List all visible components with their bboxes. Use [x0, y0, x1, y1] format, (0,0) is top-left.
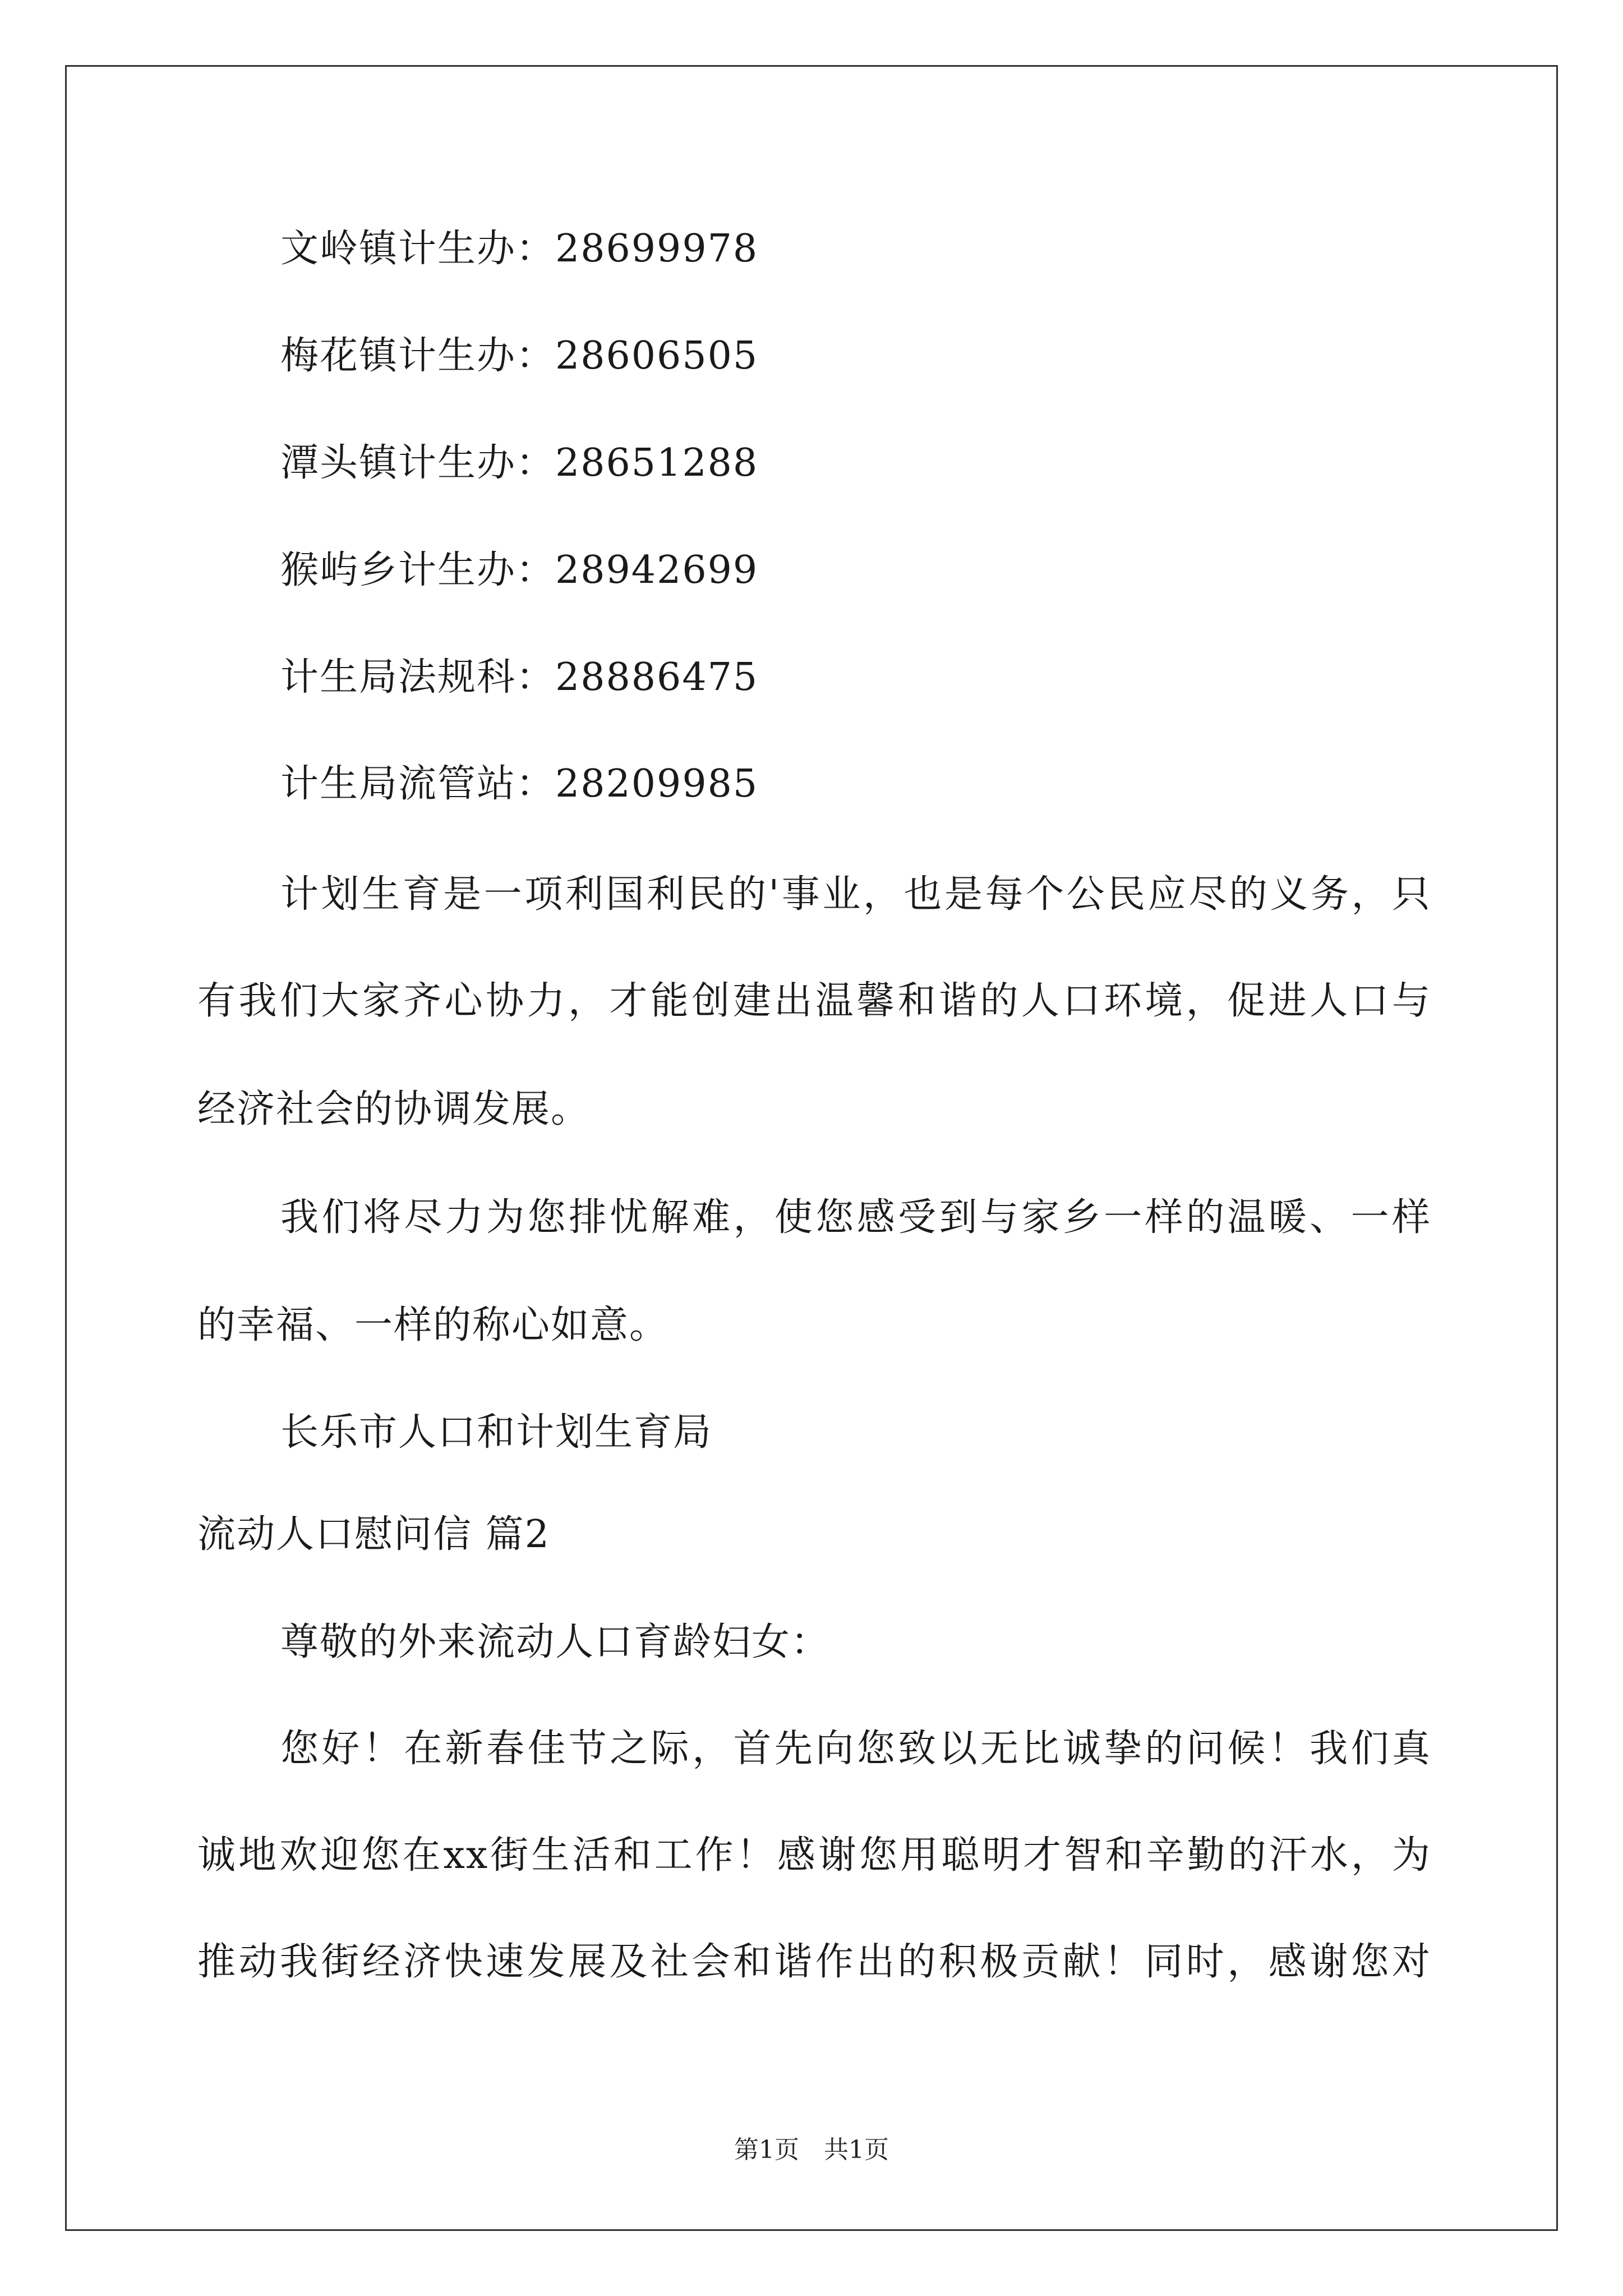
- page-footer: 第1页 共1页: [734, 2136, 889, 2164]
- salutation: 尊敬的外来流动人口育龄妇女：: [280, 1620, 831, 1664]
- paragraph-line: 您好！在新春佳节之际，首先向您致以无比诚挚的问候！我们真: [280, 1727, 1431, 1771]
- contact-line: 猴屿乡计生办：28942699: [280, 548, 759, 592]
- paragraph-line: 诚地欢迎您在xx街生活和工作！感谢您用聪明才智和辛勤的汗水，为: [197, 1833, 1431, 1878]
- signature: 长乐市人口和计划生育局: [280, 1410, 713, 1455]
- section-title: 流动人口慰问信 篇2: [197, 1512, 550, 1557]
- paragraph-line: 我们将尽力为您排忧解难，使您感受到与家乡一样的温暖、一样: [280, 1195, 1431, 1240]
- paragraph-line: 经济社会的协调发展。: [197, 1087, 591, 1131]
- paragraph-line: 推动我街经济快速发展及社会和谐作出的积极贡献！同时，感谢您对: [197, 1940, 1431, 1984]
- contact-line: 计生局流管站：28209985: [280, 762, 759, 806]
- paragraph-line: 的幸福、一样的称心如意。: [197, 1303, 669, 1347]
- contact-line: 计生局法规科：28886475: [280, 655, 759, 700]
- page-border: [65, 65, 1558, 2231]
- paragraph-line: 计划生育是一项利国利民的'事业，也是每个公民应尽的义务，只: [280, 872, 1431, 917]
- contact-line: 潭头镇计生办：28651288: [280, 441, 759, 485]
- contact-line: 梅花镇计生办：28606505: [280, 334, 759, 378]
- paragraph-line: 有我们大家齐心协力，才能创建出温馨和谐的人口环境，促进人口与: [197, 979, 1431, 1023]
- contact-line: 文岭镇计生办：28699978: [280, 227, 759, 271]
